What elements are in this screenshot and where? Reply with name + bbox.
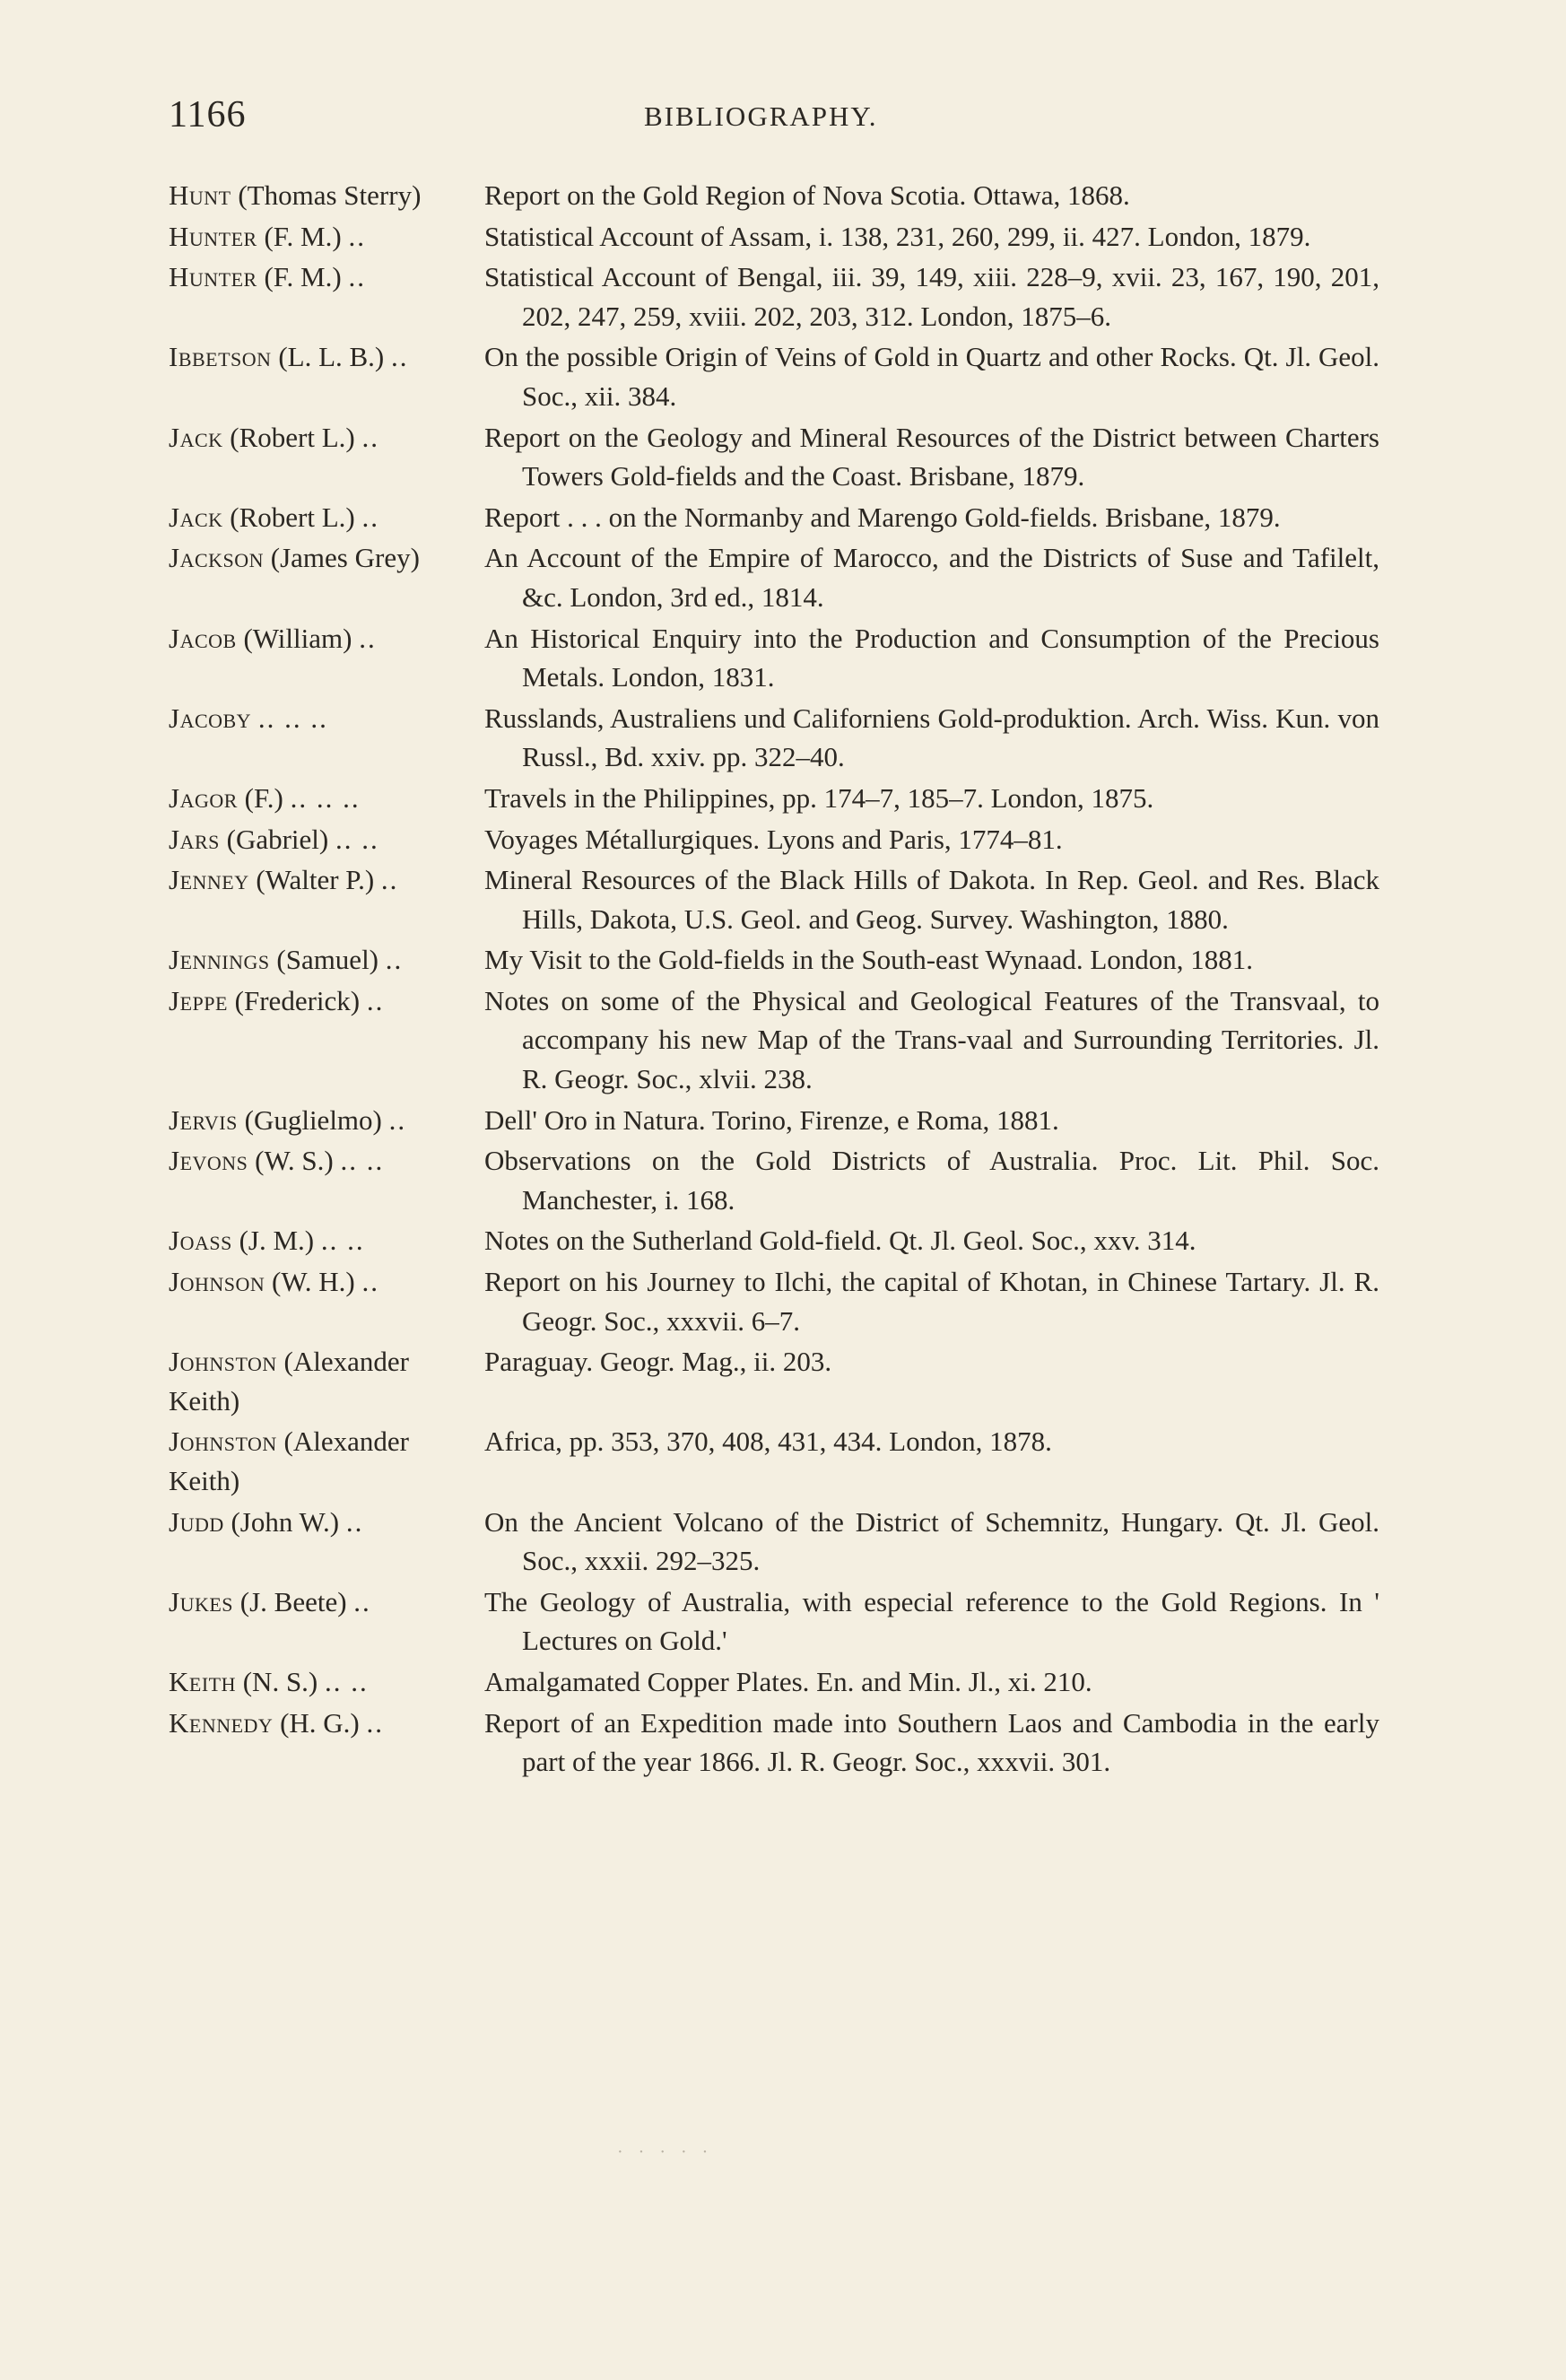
entry-author [169,820,484,859]
dot-leader: .. [348,261,366,293]
author-given-names: (Alexander Keith) [169,1346,409,1417]
author-given-names: (J. Beete) [233,1585,347,1617]
bibliography-entry [169,619,1379,697]
author-given-names: (Thomas Sterry) [231,179,422,211]
author-given-names: (Frederick) [227,984,361,1016]
dot-leader: .. .. [325,1665,369,1697]
bibliography-entry [169,779,1379,818]
author-given-names: (William) [236,622,352,654]
bibliography-list [169,176,1379,1782]
bibliography-entry [169,176,1379,215]
page-title: BIBLIOGRAPHY. [644,100,878,132]
author-surname: Keith [169,1665,236,1697]
author-surname: Hunter [169,261,257,293]
author-given-names: (Alexander Keith) [169,1425,409,1496]
bibliography-entry [169,337,1379,415]
bibliography-entry [169,1221,1379,1260]
bibliography-entry [169,1662,1379,1702]
author-surname: Jervis [169,1103,238,1136]
bibliography-entry [169,1262,1379,1340]
author-surname: Hunt [169,179,231,211]
entry-citation: Report on the Gold Region of Nova Scotia. Ottawa, 1868. [484,179,1130,211]
dot-leader: .. [385,944,404,976]
entry-author [169,1141,484,1219]
author-given-names: (W. S.) [248,1145,334,1177]
entry-author [169,337,484,415]
bibliography-entry [169,1141,1379,1219]
author-given-names: (John W.) [223,1505,340,1538]
entry-citation: On the Ancient Volcano of the District of Schemnitz, Hungary. Qt. Jl. Geol. Soc., xxxii. 292–325. [484,1505,1379,1577]
entry-author [169,1422,484,1500]
dot-leader: .. [361,501,379,533]
entry-citation: Report on the Geology and Mineral Resources of the District between Charters Towers Gold-fields and the Coast. Brisbane, 1879. [484,421,1379,493]
dot-leader: .. [366,984,385,1016]
entry-author [169,1704,484,1782]
author-surname: Kennedy [169,1706,274,1739]
entry-citation: On the possible Origin of Veins of Gold in Quartz and other Rocks. Qt. Jl. Geol. Soc., xii. 384. [484,341,1379,412]
dot-leader: .. [348,220,366,252]
author-given-names: (F. M.) [257,220,342,252]
author-surname: Judd [169,1505,224,1538]
entry-author [169,1221,484,1260]
author-surname: Jevons [169,1145,248,1177]
author-surname: Johnson [169,1266,265,1298]
entry-author [169,498,484,537]
entry-citation: An Historical Enquiry into the Production and Consumption of the Precious Metals. London, 1831. [484,622,1379,693]
author-given-names: (Robert L.) [222,501,355,533]
dot-leader: .. [391,341,409,373]
dot-leader: .. .. [335,823,379,855]
entry-author [169,1582,484,1661]
bibliography-entry [169,498,1379,537]
entry-citation: Amalgamated Copper Plates. En. and Min. Jl., xi. 210. [484,1665,1092,1697]
dot-leader: .. [366,1706,384,1739]
entry-citation: Mineral Resources of the Black Hills of Dakota. In Rep. Geol. and Res. Black Hills, Dakota, U.S. Geol. and Geog. Survey. Washington, 1880. [484,864,1379,935]
bibliography-entry [169,538,1379,616]
entry-author [169,940,484,980]
entry-author [169,1101,484,1140]
entry-author [169,981,484,1099]
author-surname: Jeppe [169,984,228,1016]
bibliography-entry [169,699,1379,777]
bibliography-entry [169,940,1379,980]
entry-citation: An Account of the Empire of Marocco, and the Districts of Suse and Tafilelt, &c. London, 3rd ed., 1814. [484,542,1379,613]
entry-citation: Statistical Account of Assam, i. 138, 231, 260, 299, ii. 427. London, 1879. [484,220,1311,252]
entry-author [169,418,484,496]
author-surname: Jacoby [169,702,252,734]
bibliography-entry [169,1101,1379,1140]
dot-leader: .. [359,622,377,654]
author-surname: Joass [169,1225,232,1257]
entry-author [169,1342,484,1420]
entry-author [169,217,484,257]
dot-leader: .. .. .. [257,702,328,734]
entry-citation: Voyages Métallurgiques. Lyons and Paris, 1774–81. [484,823,1063,855]
author-surname: Jacob [169,622,237,654]
author-given-names: (F.) [237,781,283,814]
bibliography-entry [169,1582,1379,1661]
entry-citation: Notes on some of the Physical and Geological Features of the Transvaal, to accompany his new Map of the Trans-vaal and Surrounding Territories. Jl. R. Geogr. Soc., xlvii. 238. [484,984,1379,1095]
entry-citation: Report . . . on the Normanby and Marengo Gold-fields. Brisbane, 1879. [484,501,1281,533]
author-surname: Johnston [169,1346,277,1378]
entry-citation: Notes on the Sutherland Gold-field. Qt. Jl. Geol. Soc., xxv. 314. [484,1225,1196,1257]
author-given-names: (W. H.) [265,1266,355,1298]
author-surname: Jars [169,823,220,855]
author-surname: Hunter [169,220,257,252]
entry-citation: Statistical Account of Bengal, iii. 39, 149, xiii. 228–9, xvii. 23, 167, 190, 201, 202, 247, 259, xviii. 202, 203, 312. London, 1875–6. [484,261,1379,332]
entry-citation: Travels in the Philippines, pp. 174–7, 185–7. London, 1875. [484,781,1154,814]
dot-leader: .. .. [340,1145,385,1177]
bibliography-entry [169,217,1379,257]
author-surname: Johnston [169,1425,277,1458]
entry-citation: Africa, pp. 353, 370, 408, 431, 434. London, 1878. [484,1425,1052,1458]
dot-leader: .. .. [320,1225,365,1257]
running-head [0,93,1566,147]
bibliography-entry [169,981,1379,1099]
author-given-names: (James Grey) [264,542,420,574]
entry-citation: Paraguay. Geogr. Mag., ii. 203. [484,1346,832,1378]
entry-author [169,860,484,938]
entry-citation: Russlands, Australiens und Californiens Gold-produktion. Arch. Wiss. Kun. von Russl., Bd. xxiv. pp. 322–40. [484,702,1379,773]
author-given-names: (Robert L.) [222,421,355,453]
author-surname: Jukes [169,1585,234,1617]
author-given-names: (F. M.) [257,261,342,293]
entry-author [169,699,484,777]
author-given-names: (Gabriel) [219,823,329,855]
entry-author [169,257,484,336]
page-number: 1166 [169,94,247,135]
entry-citation: Dell' Oro in Natura. Torino, Firenze, e Roma, 1881. [484,1103,1059,1136]
bibliography-entry [169,257,1379,336]
dot-leader: .. [345,1505,364,1538]
entry-author [169,779,484,818]
author-surname: Jagor [169,781,238,814]
entry-author [169,1662,484,1702]
dot-leader: .. [353,1585,371,1617]
bibliography-entry [169,860,1379,938]
entry-author [169,1503,484,1581]
author-surname: Jackson [169,542,265,574]
entry-author [169,1262,484,1340]
print-artifact: · · · · · [617,2142,714,2162]
author-given-names: (Guglielmo) [237,1103,382,1136]
author-given-names: (H. G.) [273,1706,360,1739]
dot-leader: .. [388,1103,407,1136]
author-surname: Ibbetson [169,341,272,373]
dot-leader: .. .. .. [290,781,361,814]
dot-leader: .. [380,864,399,896]
entry-author [169,619,484,697]
entry-citation: Report of an Expedition made into Southern Laos and Cambodia in the early part of the year 1866. Jl. R. Geogr. Soc., xxxvii. 301. [484,1706,1379,1778]
entry-citation: Observations on the Gold Districts of Australia. Proc. Lit. Phil. Soc. Manchester, i. 168. [484,1145,1379,1216]
author-given-names: (Samuel) [269,944,379,976]
entry-citation: The Geology of Australia, with especial reference to the Gold Regions. In ' Lectures on Gold.' [484,1585,1379,1657]
bibliography-entry [169,1503,1379,1581]
entry-author [169,176,484,215]
entry-author [169,538,484,616]
dot-leader: .. [361,421,379,453]
author-surname: Jack [169,501,223,533]
entry-citation: Report on his Journey to Ilchi, the capital of Khotan, in Chinese Tartary. Jl. R. Geogr. Soc., xxxvii. 6–7. [484,1266,1379,1337]
entry-citation: My Visit to the Gold-fields in the South-east Wynaad. London, 1881. [484,944,1254,976]
author-surname: Jennings [169,944,270,976]
author-surname: Jenney [169,864,249,896]
bibliography-entry [169,1422,1379,1500]
author-given-names: (N. S.) [235,1665,318,1697]
author-surname: Jack [169,421,223,453]
bibliography-entry [169,418,1379,496]
bibliography-entry [169,1342,1379,1420]
author-given-names: (J. M.) [231,1225,315,1257]
dot-leader: .. [361,1266,379,1298]
author-given-names: (Walter P.) [248,864,375,896]
author-given-names: (L. L. B.) [271,341,385,373]
bibliography-entry [169,1704,1379,1782]
bibliography-entry [169,820,1379,859]
